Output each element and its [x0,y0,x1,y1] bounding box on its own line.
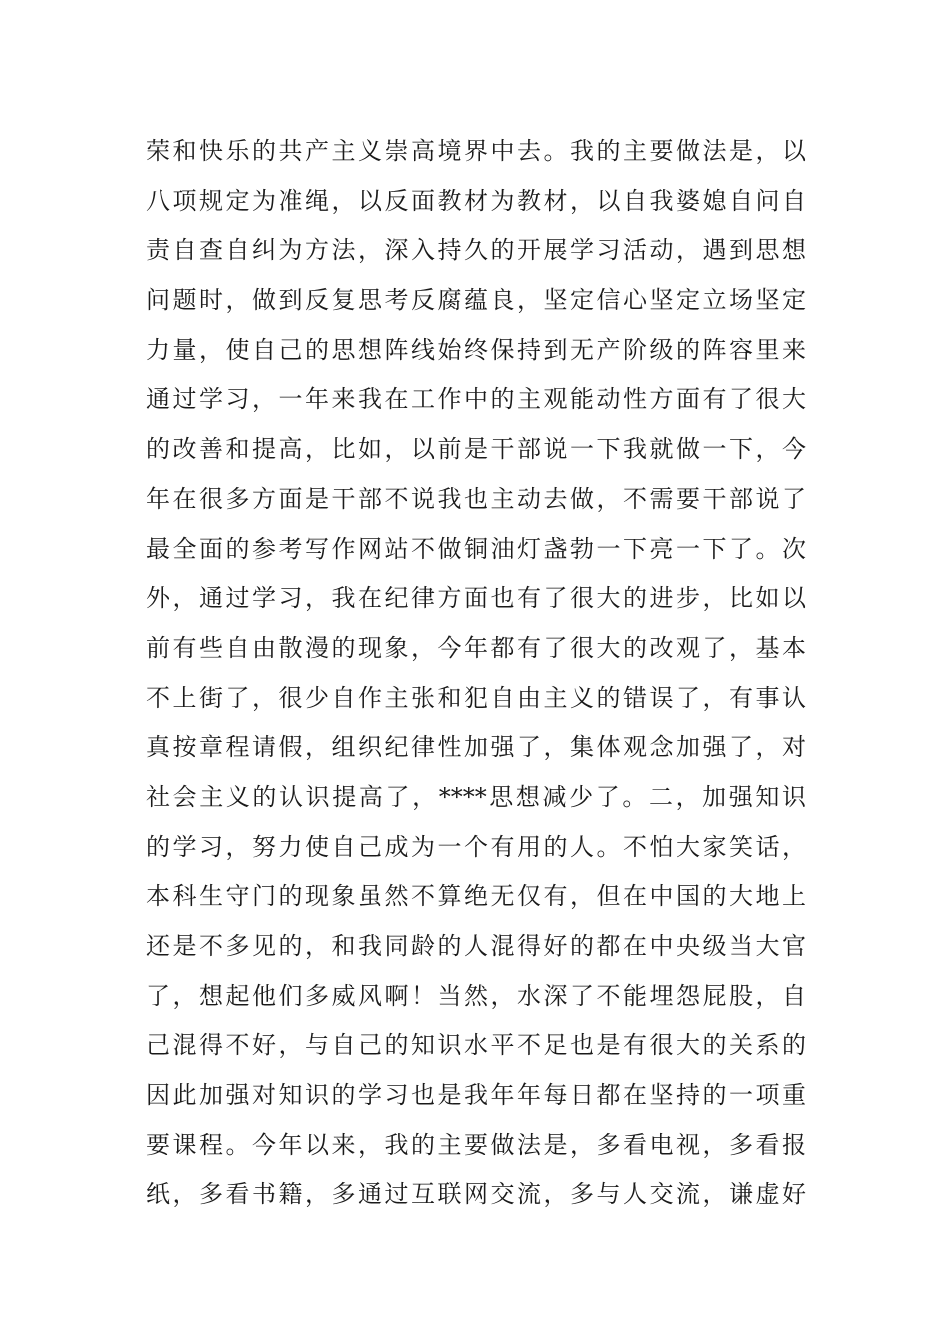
text-line: 己混得不好，与自己的知识水平不足也是有很大的关系的 [146,1031,806,1060]
text-line: 的改善和提高，比如，以前是干部说一下我就做一下，今 [146,435,806,464]
text-line: 最全面的参考写作网站不做铜油灯盏勃一下亮一下了。次 [146,534,806,563]
text-line: 还是不多见的，和我同龄的人混得好的都在中央级当大官 [146,932,806,960]
text-line: 责自查自纠为方法，深入持久的开展学习活动，遇到思想 [146,236,806,265]
text-line: 前有些自由散漫的现象，今年都有了很大的改观了，基本 [146,633,806,662]
text-line: 问题时，做到反复思考反腐蕴良，坚定信心坚定立场坚定 [146,286,806,315]
text-line: 力量，使自己的思想阵线始终保持到无产阶级的阵容里来 [146,335,806,364]
text-line: 纸，多看书籍，多通过互联网交流，多与人交流，谦虚好 [146,1180,806,1209]
text-line: 荣和快乐的共产主义崇高境界中去。我的主要做法是，以 [146,137,806,165]
text-line: 社会主义的认识提高了，****思想减少了。二，加强知识 [146,782,806,811]
text-line: 真按章程请假，组织纪律性加强了，集体观念加强了，对 [146,733,806,762]
text-line: 要课程。今年以来，我的主要做法是，多看电视，多看报 [146,1130,806,1159]
text-line: 了，想起他们多威风啊！当然，水深了不能埋怨屁股，自 [146,981,806,1010]
text-line: 八项规定为准绳，以反面教材为教材，以自我婆媳自问自 [146,186,806,215]
text-line: 因此加强对知识的学习也是我年年每日都在坚持的一项重 [146,1081,806,1110]
text-line: 通过学习，一年来我在工作中的主观能动性方面有了很大 [146,385,806,414]
body-text [146,127,806,1220]
text-line: 不上街了，很少自作主张和犯自由主义的错误了，有事认 [146,683,806,712]
text-line: 年在很多方面是干部不说我也主动去做，不需要干部说了 [146,484,806,513]
text-line: 外，通过学习，我在纪律方面也有了很大的进步，比如以 [146,584,806,613]
text-line: 本科生守门的现象虽然不算绝无仅有，但在中国的大地上 [146,882,806,911]
text-line: 的学习，努力使自己成为一个有用的人。不怕大家笑话， [146,832,806,861]
